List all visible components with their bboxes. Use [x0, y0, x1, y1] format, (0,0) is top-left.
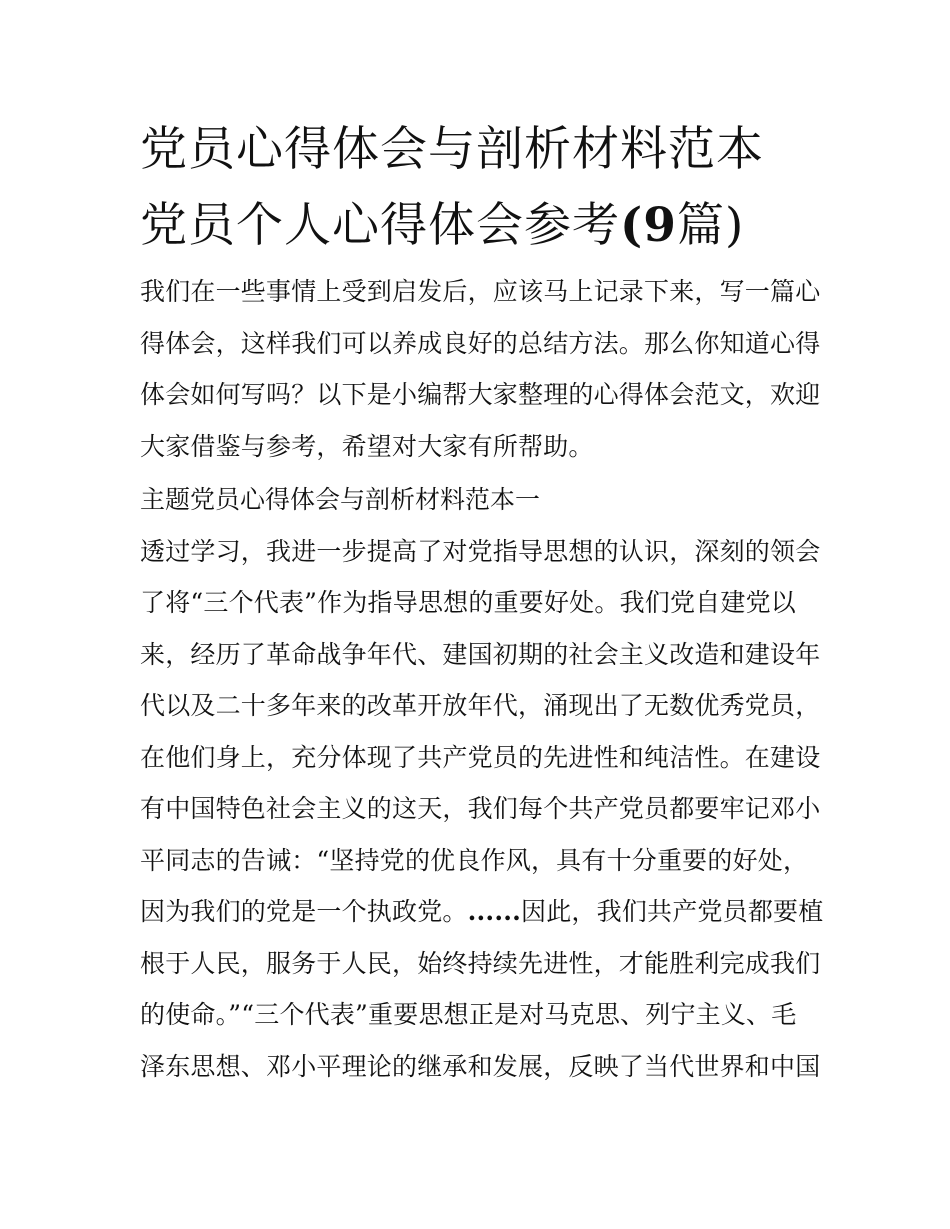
body-line: 根于人民，服务于人民，始终持续先进性，才能胜利完成我们 [140, 948, 821, 978]
body-line: 的使命。”“三个代表”重要思想正是对马克思、列宁主义、毛 [140, 1000, 797, 1029]
body-line: 平同志的告诫：“坚持党的优良作风，具有十分重要的好处， [140, 845, 809, 875]
body-line: 了将“三个代表”作为指导思想的重要好处。我们党自建党以 [140, 588, 796, 617]
title-line-2-text: 党员个人心得体会参考 [140, 198, 620, 253]
body-line: 透过学习，我进一步提高了对党指导思想的认识，深刻的领会 [140, 536, 821, 566]
intro-line: 大家借鉴与参考，希望对大家有所帮助。 [140, 431, 594, 461]
document-title [140, 112, 820, 264]
document-page [140, 112, 824, 1092]
body-line: 代以及二十多年来的改革开放年代，涌现出了无数优秀党员， [140, 691, 821, 720]
intro-line: 得体会，这样我们可以养成良好的总结方法。那么你知道心得 [140, 328, 821, 358]
title-line-1: 党员心得体会与剖析材料范本 [140, 122, 764, 177]
intro-line: 我们在一些事情上受到启发后，应该马上记录下来，写一篇心 [140, 277, 821, 306]
title-line-2 [140, 188, 820, 264]
body-line: 来，经历了革命战争年代、建国初期的社会主义改造和建设年 [140, 639, 821, 669]
body-line: 泽东思想、邓小平理论的继承和发展，反映了当代世界和中国 [140, 1051, 821, 1081]
body-line-after-dots: 因此，我们共产党员都要植 [521, 897, 824, 926]
intro-paragraph [140, 266, 820, 472]
body-line: 有中国特色社会主义的这天，我们每个共产党员都要牢记邓小 [140, 794, 821, 823]
body-paragraph [140, 526, 824, 1093]
body-line: 在他们身上，充分体现了共产党员的先进性和纯洁性。在建设 [140, 742, 821, 772]
title-count-unit: 篇) [676, 198, 745, 253]
body-line-before-dots: 因为我们的党是一个执政党。 [140, 897, 468, 926]
title-count: (9 [620, 198, 677, 253]
body-line-with-dots [140, 886, 824, 938]
intro-line: 体会如何写吗？以下是小编帮大家整理的心得体会范文，欢迎 [140, 380, 821, 409]
section-heading: 主题党员心得体会与剖析材料范本一 [140, 485, 541, 514]
ellipsis-dots: ...... [467, 897, 522, 926]
